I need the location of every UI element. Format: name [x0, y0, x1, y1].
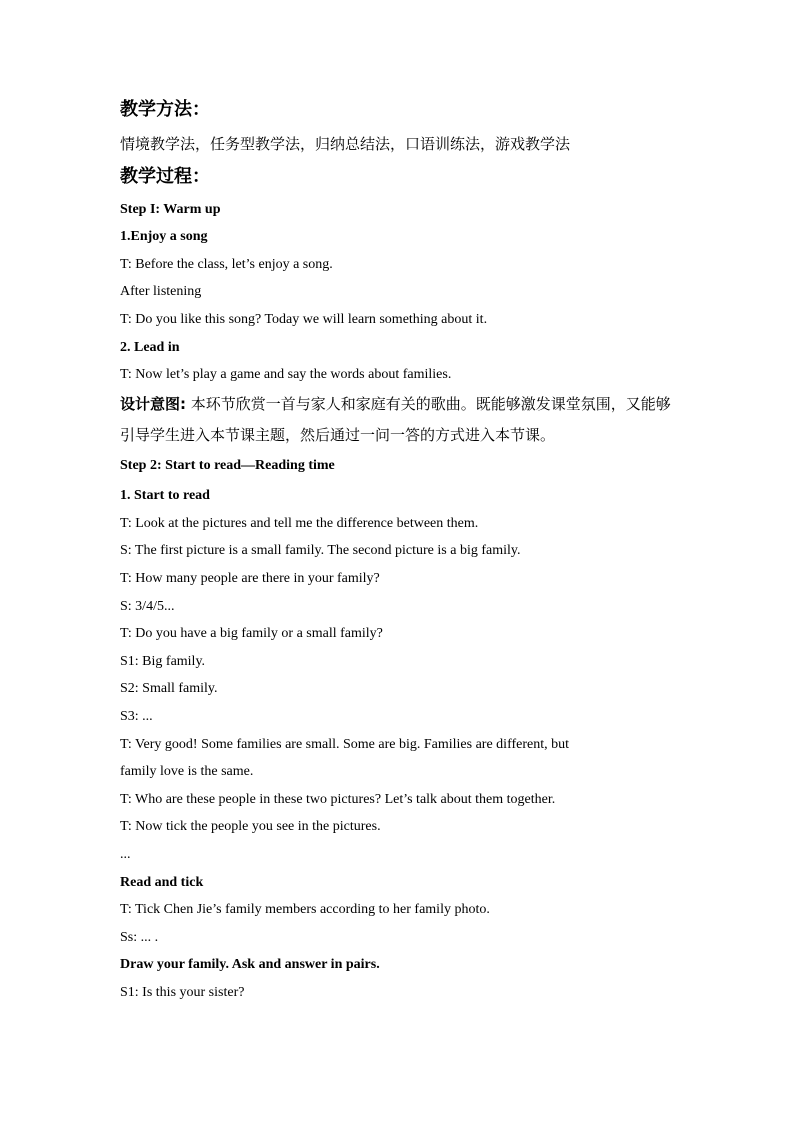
dialogue-line: S3: ...: [120, 709, 153, 724]
design-intent-label: 设计意图:: [120, 395, 186, 413]
dialogue-line: T: Before the class, let’s enjoy a song.: [120, 257, 333, 272]
step2-title: Step 2: Start to read—Reading time: [120, 458, 335, 473]
dialogue-line: Ss: ... .: [120, 930, 159, 945]
teaching-methods-heading: 教学方法：: [120, 99, 210, 119]
dialogue-line: T: Tick Chen Jie’s family members according to her family photo.: [120, 902, 490, 917]
dialogue-line: T: Look at the pictures and tell me the difference between them.: [120, 516, 479, 531]
design-intent-paragraph: [120, 389, 680, 451]
read-and-tick-subheading: Read and tick: [120, 875, 204, 890]
design-intent-text: 本环节欣赏一首与家人和家庭有关的歌曲。既能够激发课堂氛围，又能够引导学生进入本节课主题，然后通过一问一答的方式进入本节课。: [120, 395, 671, 444]
dialogue-line: After listening: [120, 284, 202, 299]
dialogue-line: T: Very good! Some families are small. Some are big. Families are different, but: [120, 737, 570, 752]
dialogue-line: T: Do you like this song? Today we will learn something about it.: [120, 312, 488, 327]
dialogue-line: S: 3/4/5...: [120, 599, 175, 614]
dialogue-line: T: Who are these people in these two pictures? Let’s talk about them together.: [120, 792, 556, 807]
dialogue-line: S1: Big family.: [120, 654, 206, 669]
lead-in-subheading: 2. Lead in: [120, 340, 180, 355]
dialogue-line: T: Now tick the people you see in the pictures.: [120, 819, 381, 834]
start-to-read-subheading: 1. Start to read: [120, 488, 210, 503]
dialogue-line: S2: Small family.: [120, 681, 218, 696]
enjoy-song-subheading: 1.Enjoy a song: [120, 229, 208, 244]
dialogue-line: S1: Is this your sister?: [120, 985, 245, 1000]
teaching-process-heading: 教学过程：: [120, 166, 210, 186]
dialogue-line: T: How many people are there in your family?: [120, 571, 380, 586]
dialogue-line: ...: [120, 847, 131, 862]
step1-title: Step I: Warm up: [120, 202, 221, 217]
dialogue-line: T: Now let’s play a game and say the words about families.: [120, 367, 452, 382]
draw-family-subheading: Draw your family. Ask and answer in pairs.: [120, 957, 380, 972]
dialogue-line: T: Do you have a big family or a small family?: [120, 626, 383, 641]
teaching-methods-text: 情境教学法，任务型教学法，归纳总结法，口语训练法，游戏教学法: [120, 135, 571, 153]
dialogue-line: family love is the same.: [120, 764, 254, 779]
dialogue-line: S: The first picture is a small family. The second picture is a big family.: [120, 543, 521, 558]
